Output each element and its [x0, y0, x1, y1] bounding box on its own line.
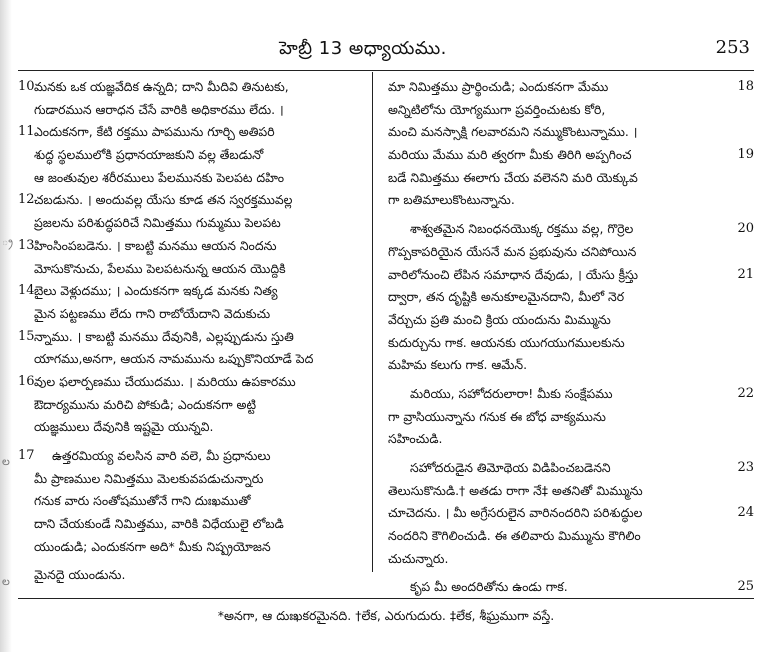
line-text: మరియు, సహోదరులారా! మీకు సంక్షేపము — [410, 385, 613, 401]
footnotes: *అనగా, ఆ దుఃఖకరమైనది. †లేక, ఎరుగుదురు. ‡లేక, శీఘ్రముగా వస్తే. — [217, 608, 555, 623]
verse-number: 12 — [18, 192, 35, 208]
text-line — [382, 406, 754, 429]
line-text: యాగము,అనగా, ఆయన నామమును ఒప్పుకొనియాడే పెద — [34, 351, 314, 367]
line-text: గనుక వారు సంతోషముతోనే గాని దుఃఖముతో — [34, 493, 251, 509]
verse-number: 16 — [18, 373, 35, 389]
line-text: యజ్ఞములు దేవునికి ఇష్టమై యున్నవి. — [34, 419, 214, 435]
verse-number: 23 — [737, 460, 754, 475]
line-text: తెలుసుకొనుడి.† అతడు రాగా నే‡ అతనితో మిమ్మును — [388, 482, 643, 498]
line-text: మంచి మనస్సాక్షి గలవారమని నమ్ముకొంటున్నాము. । — [388, 124, 638, 140]
text-line — [18, 326, 364, 349]
line-text: ప్రజలను పరిశుద్ధపరిచే నిమిత్తము గుమ్మము పెలపట — [34, 215, 281, 231]
line-text: ఎందుకనగా, కేటి రక్తము పాపమును గూర్చి అతిపరి — [34, 124, 275, 140]
text-line — [18, 212, 364, 235]
line-text: కుదుర్చును గాక. ఆయనకు యుగయుగములకును — [388, 334, 625, 350]
line-text: హింసింపబడెను. । కాబట్టి మనము ఆయన నిందను — [34, 237, 277, 253]
line-text: బైలు వెళ్లుదము; । ఎందుకనగా ఇక్కడ మనకు నిత్య — [34, 283, 278, 299]
text-line — [382, 428, 754, 451]
verse-number: 15 — [18, 328, 35, 344]
text-line — [382, 76, 754, 99]
text-line — [18, 416, 364, 439]
text-line — [382, 525, 754, 548]
text-line — [18, 490, 364, 513]
text-line — [382, 576, 754, 599]
text-line — [18, 468, 364, 491]
line-text: కృప మీ అందరితోను ఉండు గాక. — [410, 579, 568, 595]
line-text: న్నాము. । కాబట్టి మనము దేవునికి, ఎల్లప్పుడును స్తుతి — [34, 328, 294, 344]
verse-number: 25 — [737, 579, 754, 595]
book-page — [18, 0, 754, 652]
right-column — [382, 76, 754, 599]
left-column — [18, 76, 364, 587]
footnote-rule — [18, 598, 754, 599]
line-text: చుచున్నారు. — [388, 550, 449, 566]
text-line — [18, 536, 364, 559]
line-text: యుండుడి; ఎందుకనగా అది* మీకు నిష్ప్రయోజన — [34, 538, 271, 554]
text-line — [382, 480, 754, 503]
line-text: ఆ జంతువుల శరీరములు పేలమునకు పెలపట దహిం — [34, 169, 285, 185]
text-line — [382, 286, 754, 309]
text-line — [382, 309, 754, 332]
verse-number: 22 — [737, 385, 754, 401]
line-text: మహిమ కలుగు గాక. ఆమేన్. — [388, 357, 528, 373]
page-header — [18, 32, 754, 64]
line-text: మైనదై యుండును. — [34, 567, 126, 583]
line-text: మైన పట్టణము లేదు గాని రాబోయేదాని వెదుకుచు — [34, 305, 271, 321]
verse-number: 14 — [18, 283, 35, 299]
header-rule — [18, 70, 754, 71]
text-line — [382, 383, 754, 406]
gutter-mark: ల — [2, 575, 10, 588]
text-line — [18, 76, 364, 99]
line-text: మీ ప్రాణముల నిమిత్తము మెలకువపడుచున్నారు — [34, 470, 264, 486]
line-text: మా నిమిత్తము ప్రార్థించుడి; ఎందుకనగా మేము — [388, 79, 609, 94]
verse-number: 10 — [18, 79, 35, 94]
verse-number: 13 — [18, 237, 35, 253]
text-line — [382, 218, 754, 241]
text-line — [18, 99, 364, 122]
line-text: వారిలోనుంచి లేపిన సమాధాన దేవుడు, । యేసు క్రీస్తు — [388, 266, 639, 282]
line-text: శుద్ధ స్థలములోకి ప్రధానయాజకుని వల్ల తేబడునో — [34, 147, 264, 163]
text-line — [18, 303, 364, 326]
line-text: గా బతిమాలుకొంటున్నాను. — [388, 192, 515, 208]
chapter-title: హెబ్రీ 13 అధ్యాయము. — [279, 38, 447, 59]
column-divider — [372, 72, 373, 572]
text-line — [18, 280, 364, 303]
verse-number: 24 — [737, 505, 754, 521]
text-line — [382, 548, 754, 571]
gutter-mark: ్ర — [2, 235, 13, 248]
text-line — [382, 189, 754, 212]
gutter-mark: ల — [2, 455, 10, 468]
line-text: వేర్చుచు ప్రతి మంచి క్రియ యందును మిమ్మును — [388, 311, 611, 327]
text-line — [18, 235, 364, 258]
line-text: మరియు మేము మరి త్వరగా మీకు తిరిగి అప్పగించ — [388, 147, 632, 163]
line-text: మనకు ఒక యజ్ఞవేదిక ఉన్నది; దాని మీదివి తినుటకు, — [34, 79, 289, 94]
text-line — [18, 513, 364, 536]
verse-number: 17 — [18, 448, 35, 463]
line-text: సహోదరుడైన తిమోథెయ విడిపించబడెనని — [410, 460, 611, 475]
text-line — [18, 167, 364, 190]
text-line — [18, 445, 364, 468]
text-line — [382, 241, 754, 264]
verse-number: 18 — [737, 79, 754, 94]
line-text: అన్నిటిలోను యోగ్యముగా ప్రవర్తించుటకు కోరి, — [388, 101, 606, 117]
line-text: వుల ఫలార్పణము చేయుదము. । మరియు ఉపకారము — [34, 373, 296, 389]
line-text: మోసుకొనుచు, పేలము పెలపటనున్న ఆయన యొద్దికి — [34, 260, 286, 276]
text-line — [18, 564, 364, 587]
page-number: 253 — [715, 37, 750, 58]
text-line — [18, 121, 364, 144]
line-text: ద్వారా, తన దృష్టికి అనుకూలమైనదాని, మీలో నెర — [388, 289, 625, 305]
text-line — [382, 167, 754, 190]
verse-number: 11 — [18, 124, 35, 140]
verse-number: 19 — [737, 147, 754, 163]
book-gutter — [0, 0, 12, 652]
text-line — [382, 502, 754, 525]
line-text: చూచెదను. । మీ అగ్రేసరులైన వారినందరిని పరిశుద్ధుల — [388, 505, 643, 521]
text-line — [382, 99, 754, 122]
line-text: నందరిని కౌగిలించుడి. ఈ తలివారు మిమ్మును కౌగిలిం — [388, 528, 641, 544]
text-line — [18, 371, 364, 394]
line-text: శాశ్వతమైన నిబంధనయొక్క రక్తము వల్ల, గొర్రెల — [410, 221, 634, 237]
verse-number: 20 — [737, 221, 754, 237]
text-line — [18, 258, 364, 281]
line-text: చబడును. । అందువల్ల యేసు కూడ తన స్వరక్తమువల్ల — [34, 192, 293, 208]
line-text: బడే నిమిత్తము ఈలాగు చేయ వలెనని మరి యెక్కువ — [388, 169, 638, 185]
text-line — [18, 189, 364, 212]
line-text: దాని చేయకుండే నిమిత్తము, వారికి విధేయులై లోబడి — [34, 516, 284, 532]
line-text: గుడారమున ఆరాధన చేసే వారికి అధికారము లేదు. । — [34, 101, 284, 117]
text-line — [18, 348, 364, 371]
line-text: ఉత్తరమియ్య వలసిన వారి వలె, మీ ప్రధానులు — [52, 448, 271, 463]
text-line — [382, 354, 754, 377]
text-line — [18, 394, 364, 417]
line-text: గొప్పకాపరియైన యేసనే మన ప్రభువును చనిపోయిన — [388, 243, 637, 259]
text-line — [382, 457, 754, 480]
text-line — [382, 144, 754, 167]
text-line — [382, 332, 754, 355]
line-text: సహించుడి. — [388, 431, 443, 447]
text-line — [382, 121, 754, 144]
line-text: గా వ్రాసియున్నాను గనుక ఈ బోధ వాక్యమును — [388, 408, 606, 424]
line-text: ఔదార్యమును మరిచి పోకుడి; ఎందుకనగా అట్టి — [34, 396, 257, 412]
verse-number: 21 — [737, 266, 754, 282]
text-line — [18, 144, 364, 167]
text-line — [382, 264, 754, 287]
